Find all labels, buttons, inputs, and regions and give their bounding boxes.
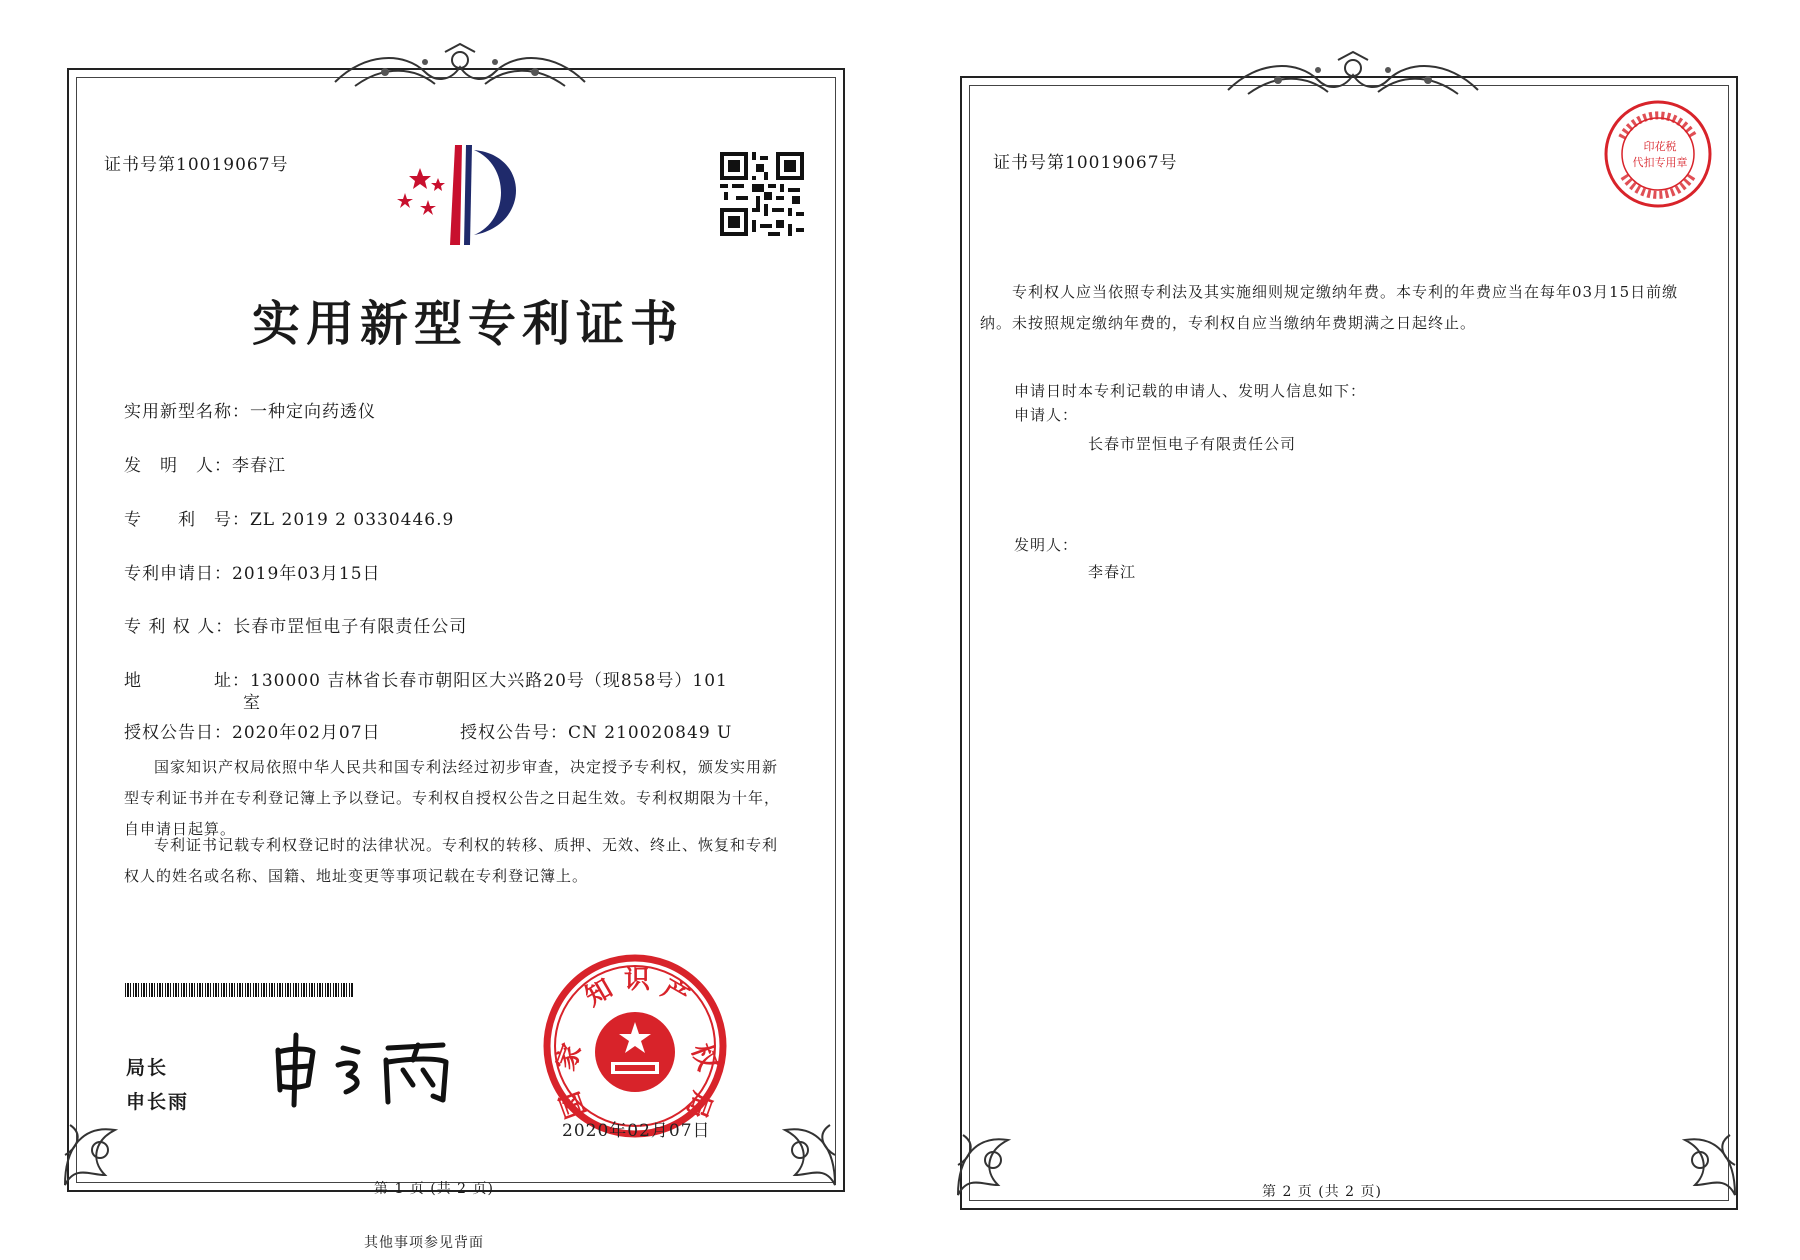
- field-label: 发 明 人：: [124, 456, 232, 476]
- top-ornament: [325, 42, 595, 98]
- field-value: 2019年03月15日: [232, 564, 381, 584]
- applicant-value: 长春市罡恒电子有限责任公司: [1088, 435, 1297, 453]
- field-label: 专 利 号：: [124, 510, 250, 530]
- field-value: ZL 2019 2 0330446.9: [250, 510, 455, 530]
- field-value: 一种定向药透仪: [250, 402, 376, 422]
- legal-status-paragraph: 专利证书记载专利权登记时的法律状况。专利权的转移、质押、无效、终止、恢复和专利权人的姓名或名称、国籍、地址变更等事项记载在专利登记簿上。: [124, 836, 779, 885]
- svg-text:权: 权: [684, 1039, 723, 1075]
- field-value: 130000 吉林省长春市朝阳区大兴路20号（现858号）101: [250, 671, 728, 691]
- certificate-title: 实用新型专利证书: [252, 296, 685, 352]
- field-value: 李春江: [232, 456, 286, 476]
- field-label: 授权公告日：: [124, 723, 232, 743]
- corner-ornament-bottom-left: [55, 1105, 145, 1195]
- annual-fee-paragraph: 专利权人应当依照专利法及其实施细则规定缴纳年费。本专利的年费应当在每年03月15日前缴纳。未按照规定缴纳年费的，专利权自应当缴纳年费期满之日起终止。: [980, 283, 1679, 332]
- field-label: 地 址：: [124, 671, 250, 691]
- certificate-page-2: [900, 0, 1800, 1260]
- field-label: 专 利 权 人：: [124, 617, 234, 637]
- page-number: 第 2 页 (共 2 页): [1262, 1184, 1382, 1200]
- svg-text:识: 识: [623, 965, 651, 995]
- svg-text:产: 产: [656, 973, 694, 1013]
- inventor-label: 发明人：: [1014, 536, 1079, 554]
- corner-ornament-bottom-right: [1655, 1115, 1745, 1205]
- svg-text:知: 知: [580, 973, 618, 1013]
- top-ornament: [1218, 50, 1488, 106]
- svg-text:印花税: 印花税: [1643, 140, 1677, 153]
- director-title: 局长: [126, 1057, 169, 1079]
- tax-stamp: [1602, 98, 1714, 210]
- svg-text:家: 家: [550, 1039, 589, 1075]
- applicant-label: 申请人：: [1014, 406, 1079, 424]
- field-label: 授权公告号：: [460, 723, 568, 743]
- barcode: [125, 983, 353, 997]
- info-heading: 申请日时本专利记载的申请人、发明人信息如下：: [1014, 382, 1367, 400]
- field-model-name: [124, 397, 376, 422]
- grant-paragraph: 国家知识产权局依照中华人民共和国专利法经过初步审查，决定授予专利权，颁发实用新型专利证书并在专利登记簿上予以登记。专利权自授权公告之日起生效。专利权期限为十年，自申请日起算。: [124, 758, 781, 838]
- official-red-seal: [541, 952, 729, 1140]
- field-grant-date: [124, 718, 381, 743]
- field-label: 实用新型名称：: [124, 402, 250, 422]
- field-inventor: [124, 451, 286, 476]
- svg-text:国: 国: [554, 1087, 593, 1123]
- corner-ornament-bottom-right: [755, 1105, 845, 1195]
- field-address: [124, 666, 728, 691]
- seal-date: 2020年02月07日: [562, 1121, 711, 1141]
- field-value: 长春市罡恒电子有限责任公司: [233, 617, 468, 637]
- corner-ornament-bottom-left: [948, 1115, 1038, 1205]
- inventor-value: 李春江: [1088, 563, 1137, 581]
- field-filing-date: [124, 559, 381, 584]
- director-signature: [268, 1030, 468, 1110]
- director-name: 申长雨: [126, 1091, 190, 1113]
- field-address-line2: 室: [243, 693, 261, 713]
- field-grant-number: [460, 718, 732, 743]
- svg-text:代扣专用章: 代扣专用章: [1632, 156, 1688, 169]
- certificate-number: 证书号第10019067号: [104, 155, 289, 175]
- svg-text:局: 局: [679, 1087, 718, 1123]
- field-value: CN 210020849 U: [568, 723, 733, 743]
- cnipa-logo-icon: [390, 140, 530, 250]
- certificate-number: 证书号第10019067号: [993, 153, 1178, 173]
- field-value: 2020年02月07日: [232, 723, 381, 743]
- inner-frame: [969, 85, 1729, 1201]
- field-patentee: [124, 612, 467, 637]
- footer-note: 其他事项参见背面: [364, 1235, 484, 1251]
- field-label: 专利申请日：: [124, 564, 232, 584]
- qr-code-icon: [720, 152, 804, 236]
- page-number: 第 1 页 (共 2 页): [374, 1181, 494, 1197]
- field-patent-number: [124, 505, 454, 530]
